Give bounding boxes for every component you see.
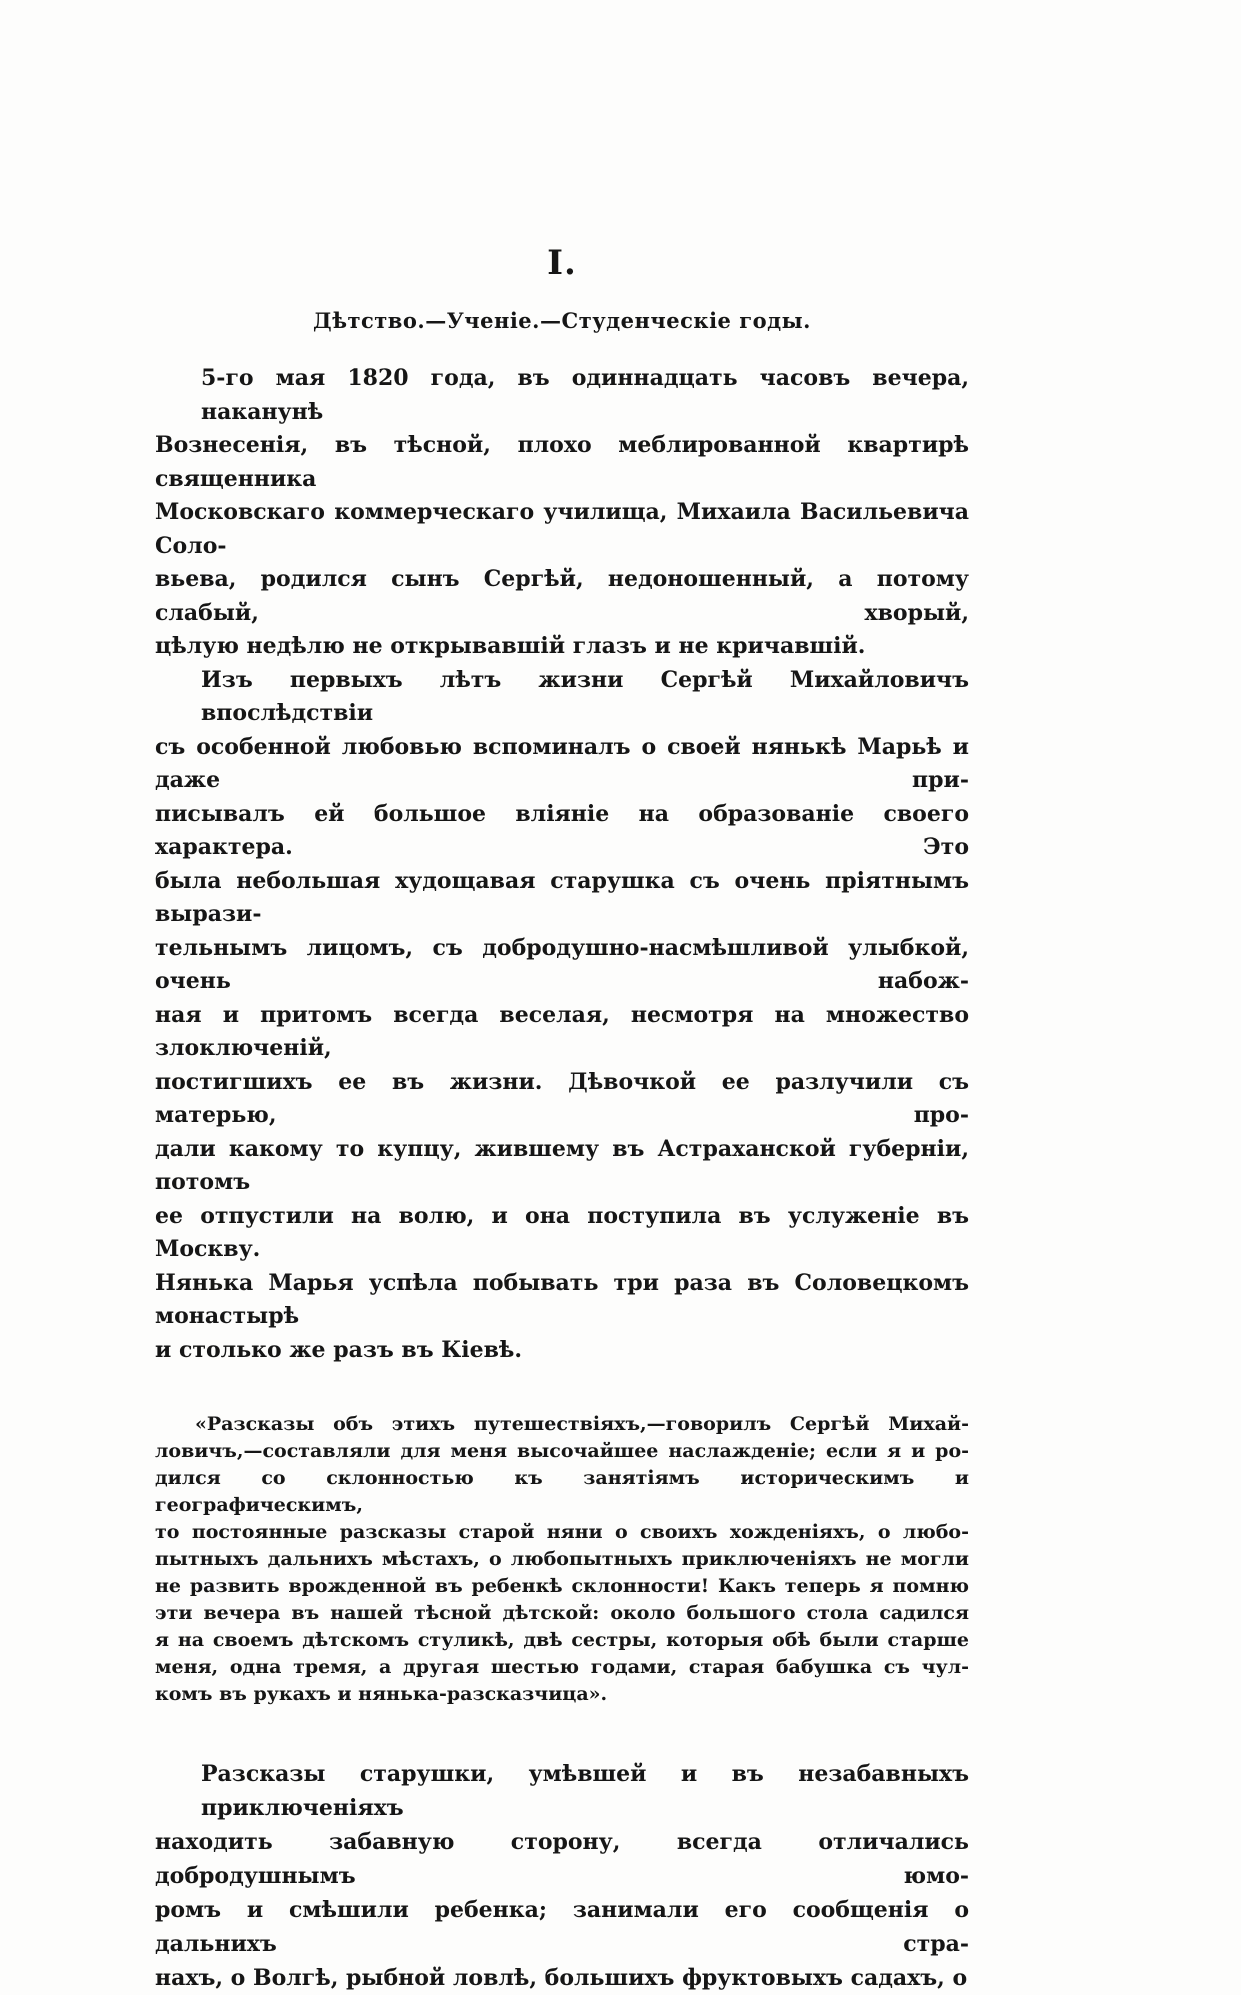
text-line: съ особенной любовью вспоминалъ о своей нянькѣ Марьѣ и даже при- (155, 733, 969, 794)
text-line: Вознесенія, въ тѣсной, плохо меблированной квартирѣ священника (155, 432, 969, 492)
text-line: «Разсказы объ этихъ путешествіяхъ,—говорилъ Сергѣй Михай- (195, 1413, 969, 1436)
text-line: Нянька Марья успѣла побывать три раза въ Соловецкомъ монастырѣ (155, 1269, 969, 1330)
text-line: эти вечера въ нашей тѣсной дѣтской: около большого стола садился (155, 1602, 969, 1625)
chapter-number: I. (547, 243, 577, 283)
paragraph-nanny (155, 664, 969, 1368)
text-line: не развить врожденной въ ребенкѣ склонности! Какъ теперь я помню (155, 1575, 969, 1598)
text-line: меня, одна тремя, а другая шестью годами, старая бабушка съ чул- (155, 1656, 969, 1679)
text-line: была небольшая худощавая старушка съ очень пріятнымъ вырази- (155, 867, 969, 928)
quote-paragraph (155, 1411, 969, 1708)
text-line: цѣлую недѣлю не открывавшій глазъ и не кричавшій. (155, 633, 866, 660)
text-line: вьева, родился сынъ Сергѣй, недоношенный, а потому слабый, хворый, (155, 566, 969, 626)
text-line: ее отпустили на волю, и она поступила въ услуженіе въ Москву. (155, 1202, 969, 1263)
text-line: пытныхъ дальнихъ мѣстахъ, о любопытныхъ приключеніяхъ не могли (155, 1548, 969, 1571)
paragraph-birth (155, 362, 969, 664)
text-block (155, 245, 969, 1995)
text-line: постигшихъ ее въ жизни. Дѣвочкой ее разлучили съ матерью, про- (155, 1068, 969, 1129)
text-line: тельнымъ лицомъ, съ добродушно-насмѣшливой улыбкой, очень набож- (155, 934, 969, 995)
text-line: 5-го мая 1820 года, въ одиннадцать часовъ вечера, наканунѣ (201, 365, 969, 425)
text-line: ная и притомъ всегда веселая, несмотря на множество злоключеній, (155, 1001, 969, 1062)
text-line: писывалъ ей большое вліяніе на образованіе своего характера. Это (155, 800, 969, 861)
text-line: нахъ, о Волгѣ, рыбной ловлѣ, большихъ фруктовыхъ садахъ, о (155, 1965, 968, 1992)
text-line: и столько же разъ въ Кіевѣ. (155, 1336, 523, 1363)
text-line: то постоянные разсказы старой няни о своихъ хожденіяхъ, о любо- (155, 1521, 969, 1544)
text-line: дали какому то купцу, жившему въ Астраханской губерніи, потомъ (155, 1135, 969, 1196)
text-line: комъ въ рукахъ и нянька-разсказчица». (155, 1683, 608, 1706)
text-line: ловичъ,—составляли для меня высочайшее наслажденіе; если я и ро- (155, 1440, 969, 1463)
text-line: ромъ и смѣшили ребенка; занимали его сообщенія о дальнихъ стра- (155, 1897, 969, 1958)
text-line: Московскаго коммерческаго училища, Михаила Васильевича Соло- (155, 499, 969, 559)
text-line: Изъ первыхъ лѣтъ жизни Сергѣй Михайловичъ впослѣдствіи (201, 666, 969, 727)
text-line: находить забавную сторону, всегда отличались добродушнымъ юмо- (155, 1829, 969, 1890)
chapter-subtitle: Дѣтство.—Ученіе.—Студенческіе годы. (313, 308, 811, 334)
text-line: дился со склонностью къ занятіямъ историческимъ и географическимъ, (155, 1467, 969, 1517)
paragraph-stories (155, 1757, 969, 1995)
text-line: Разсказы старушки, умѣвшей и въ незабавныхъ приключеніяхъ (201, 1761, 969, 1822)
text-line: я на своемъ дѣтскомъ стуликѣ, двѣ сестры, которыя обѣ были старше (155, 1629, 969, 1652)
